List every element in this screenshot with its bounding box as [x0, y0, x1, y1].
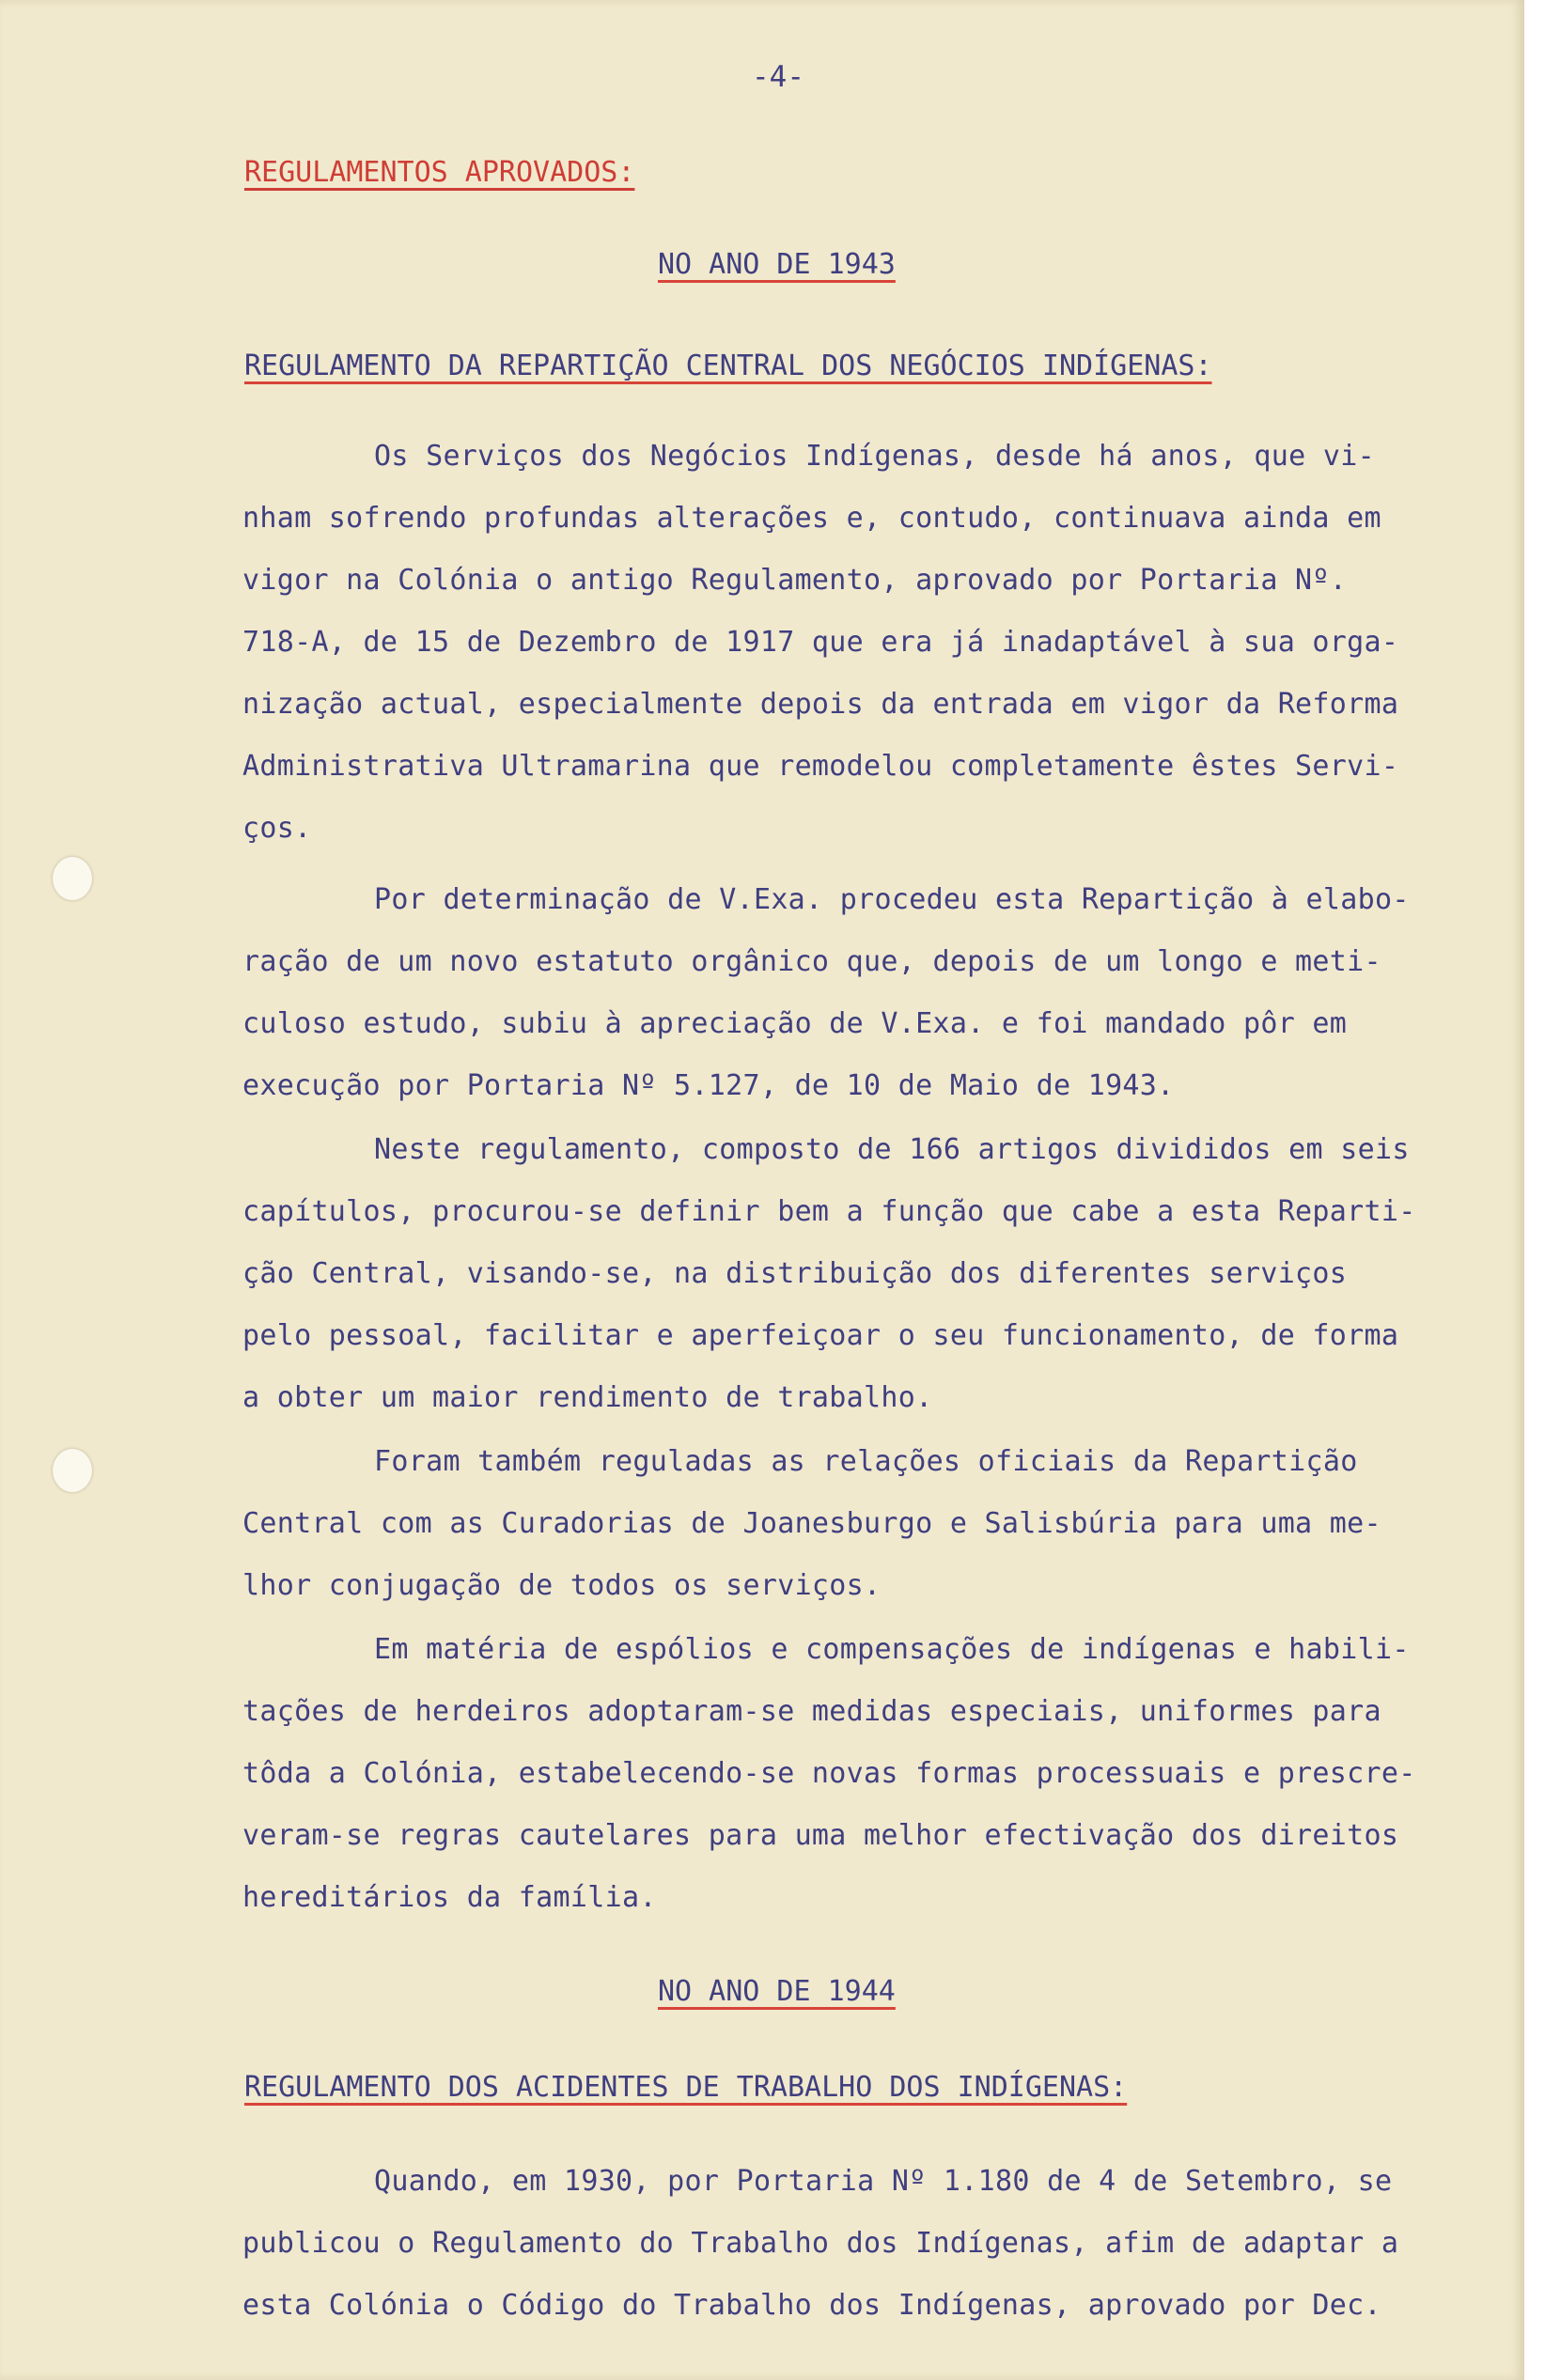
- text-line: Foram também reguladas as relações oficiais da Repartição: [374, 1445, 1358, 1478]
- text-line: ração de um novo estatuto orgânico que, depois de um longo e meti-: [242, 945, 1381, 978]
- text-line: ção Central, visando-se, na distribuição dos diferentes serviços: [242, 1257, 1348, 1290]
- text-line: Quando, em 1930, por Portaria Nº 1.180 de 4 de Setembro, se: [374, 2165, 1393, 2198]
- year-heading-1944: NO ANO DE 1944: [658, 1975, 896, 2008]
- text-line: Os Serviços dos Negócios Indígenas, desde há anos, que vi-: [374, 440, 1375, 473]
- page-number: -4-: [752, 60, 804, 94]
- text-line: Neste regulamento, composto de 166 artigos divididos em seis: [374, 1133, 1410, 1166]
- text-line: vigor na Colónia o antigo Regulamento, aprovado por Portaria Nº.: [242, 564, 1348, 597]
- punch-hole-bottom: [53, 1449, 92, 1492]
- text-line: capítulos, procurou-se definir bem a função que cabe a esta Reparti-: [242, 1195, 1416, 1228]
- text-line: Em matéria de espólios e compensações de indígenas e habili-: [374, 1633, 1410, 1666]
- text-line: tôda a Colónia, estabelecendo-se novas formas processuais e prescre-: [242, 1757, 1416, 1790]
- page-edge: [1524, 0, 1545, 2380]
- text-line: Central com as Curadorias de Joanesburgo e Salisbúria para uma me-: [242, 1507, 1381, 1540]
- text-line: a obter um maior rendimento de trabalho.: [242, 1381, 933, 1414]
- text-line: esta Colónia o Código do Trabalho dos Indígenas, aprovado por Dec.: [242, 2289, 1381, 2322]
- text-line: lhor conjugação de todos os serviços.: [242, 1569, 882, 1602]
- text-line: culoso estudo, subiu à apreciação de V.Exa. e foi mandado pôr em: [242, 1007, 1348, 1040]
- year-heading-1943: NO ANO DE 1943: [658, 248, 896, 281]
- text-line: pelo pessoal, facilitar e aperfeiçoar o seu funcionamento, de forma: [242, 1319, 1399, 1352]
- punch-hole-top: [53, 857, 92, 900]
- text-line: ços.: [242, 812, 312, 845]
- text-line: tações de herdeiros adoptaram-se medidas especiais, uniformes para: [242, 1695, 1381, 1728]
- text-line: veram-se regras cautelares para uma melhor efectivação dos direitos: [242, 1819, 1399, 1852]
- regulation-title-1944: REGULAMENTO DOS ACIDENTES DE TRABALHO DOS INDÍGENAS:: [244, 2071, 1128, 2104]
- text-line: execução por Portaria Nº 5.127, de 10 de Maio de 1943.: [242, 1069, 1175, 1102]
- text-line: 718-A, de 15 de Dezembro de 1917 que era já inadaptável à sua orga-: [242, 626, 1399, 659]
- text-line: Administrativa Ultramarina que remodelou completamente êstes Servi-: [242, 750, 1399, 783]
- regulation-title-1943: REGULAMENTO DA REPARTIÇÃO CENTRAL DOS NEGÓCIOS INDÍGENAS:: [244, 350, 1212, 382]
- section-title: REGULAMENTOS APROVADOS:: [244, 156, 635, 189]
- text-line: publicou o Regulamento do Trabalho dos Indígenas, afim de adaptar a: [242, 2227, 1399, 2260]
- text-line: nização actual, especialmente depois da entrada em vigor da Reforma: [242, 688, 1399, 721]
- text-line: hereditários da família.: [242, 1881, 657, 1914]
- text-line: nham sofrendo profundas alterações e, contudo, continuava ainda em: [242, 502, 1381, 535]
- text-line: Por determinação de V.Exa. procedeu esta Repartição à elabo-: [374, 883, 1410, 916]
